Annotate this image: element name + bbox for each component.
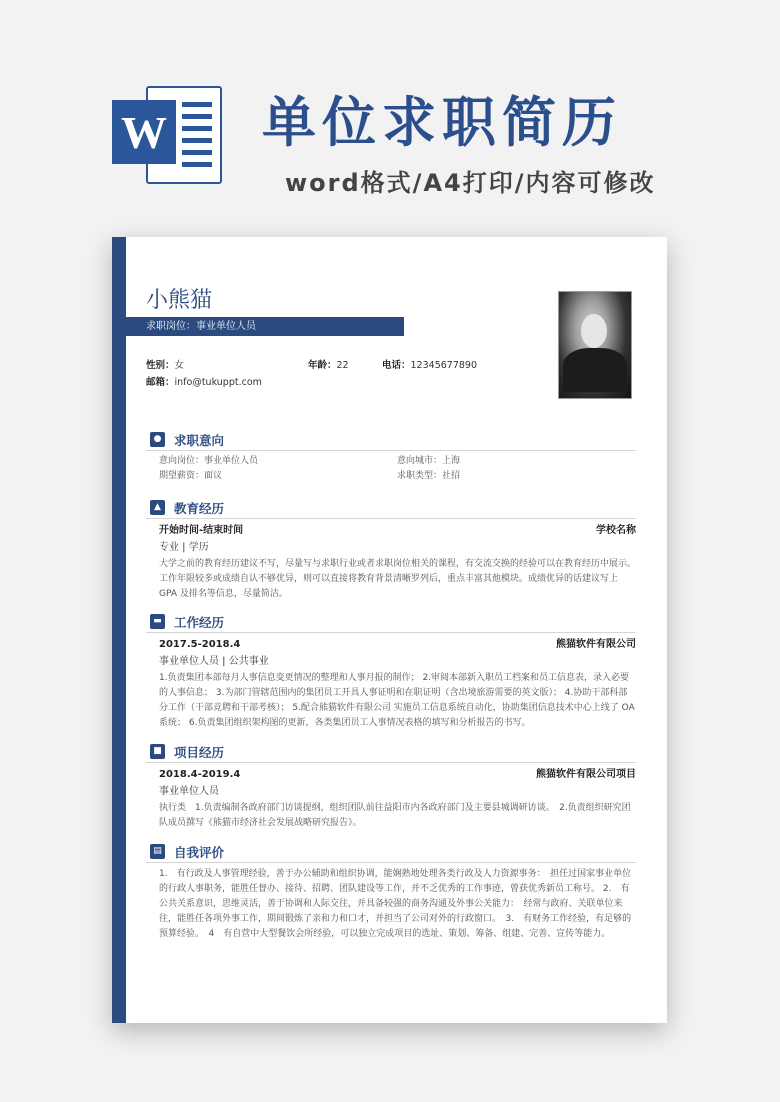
section-title: 求职意向 [174,433,225,448]
work-time: 2017.5-2018.4 [159,639,241,650]
project-company: 熊猫软件有限公司项目 [536,769,636,780]
target-position-bar: 求职岗位：事业单位人员 [126,317,404,336]
section-education [146,499,636,602]
intent-type: 求职类型：社招 [397,471,461,481]
notebook-icon: ▤ [150,844,165,859]
project-desc: 执行类 1.负责编制各政府部门访谈提纲，组织团队前往益阳市内各政府部门及主要县城调研访谈。 2.负责组织研究团队成员撰写《熊猫市经济社会发展战略研究报告》。 [159,803,631,828]
section-title: 项目经历 [174,745,225,760]
resume-page [112,237,667,1023]
briefcase-icon: ■ [150,744,165,759]
intent-city: 意向城市：上海 [397,456,461,466]
profile-photo [558,291,632,399]
work-role: 事业单位人员 | 公共事业 [159,656,269,667]
candidate-name: 小熊猫 [146,288,213,313]
project-time: 2018.4-2019.4 [159,769,241,780]
section-work [146,613,636,731]
email-field: 邮箱：info@tukuppt.com [146,377,262,388]
work-company: 熊猫软件有限公司 [556,639,636,650]
education-school: 学校名称 [596,525,636,536]
word-w-icon: W [112,100,176,164]
graduation-cap-icon: ▲ [150,500,165,515]
person-icon: ● [150,432,165,447]
side-accent-bar [112,237,126,1023]
education-major: 专业 | 学历 [159,542,209,553]
section-project [146,743,636,831]
education-desc: 大学之前的教育经历建议不写，尽量写与求职行业或者求职岗位相关的课程，有交流交换的经验可以在教育经历中展示。工作年限较多或成绩自认不够优异，则可以直接将教育背景清晰罗列后，重点丰富其他模块。成绩优异的话建议写上 GPA 及排名等信息，尽量简洁。 [159,559,637,599]
education-time: 开始时间-结束时间 [159,525,244,536]
intent-salary: 期望薪资：面议 [159,471,223,481]
section-title: 教育经历 [174,501,225,516]
banner-subtitle: word格式/A4打印/内容可修改 [285,169,656,197]
evaluation-desc: 1. 有行政及人事管理经验，善于办公辅助和组织协调，能娴熟地处理各类行政及人力资源事务： 担任过国家事业单位的行政人事职务，能胜任督办、接待、招聘、团队建设等工作，并不乏优秀的工作事迹，曾获优秀新员工称号。 2. 有公共关系意识，思维灵活，善于协调和人际交往，并具备较强的商务沟通及外事公关能力： 经常与政府、关联单位来往，能胜任各项外事工作，期间锻炼了亲和力和口才，并担当了公司对外的行政窗口。 3. 有财务工作经验，有足够的预算经验。 4 有自营中大型餐饮会所经验，可以独立完成项目的选址、策划、筹备、组建、完善、宣传等能力。 [159,869,632,939]
project-role: 事业单位人员 [159,786,219,797]
banner-title: 单位求职简历 [262,91,622,154]
section-title: 自我评价 [174,845,225,860]
work-desc: 1.负责集团本部每月人事信息变更情况的整理和人事月报的制作； 2.审阅本部新入职员工档案和员工信息表，录入必要的人事信息； 3.为部门管辖范围内的集团员工开具人事证明和在职证明（含出境旅游需要的英文版）； 4.协助干部科部分工作（干部竞聘和干部考核）； 5.配合熊猫软件有限公司 实施员工信息系统自动化，协助集团信息技术中心上线了 OA 系统； 6.负责集团组织架构图的更新，各类集团员工人事情况表格的填写和分析报告的书写。 [159,673,635,728]
section-evaluation [146,843,636,942]
intent-position: 意向岗位：事业单位人员 [159,456,259,466]
section-intent [146,431,636,484]
id-card-icon: ▬ [150,614,165,629]
age-field: 年龄：22 [308,360,349,371]
section-title: 工作经历 [174,615,225,630]
phone-field: 电话：12345677890 [382,360,478,371]
gender-field: 性别：女 [146,360,185,371]
word-logo [112,78,222,188]
